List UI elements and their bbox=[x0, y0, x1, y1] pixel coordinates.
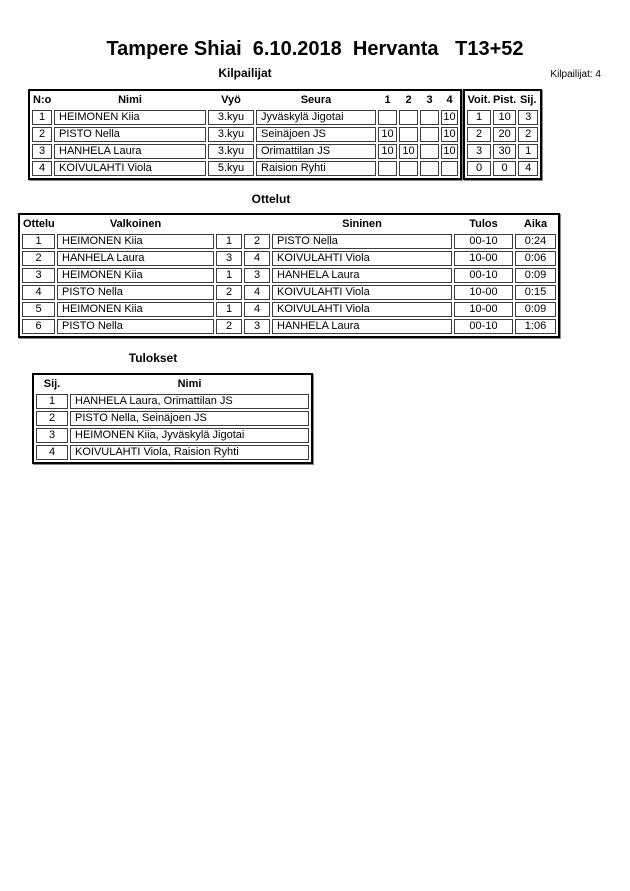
cell-white-name: PISTO Nella bbox=[57, 319, 214, 334]
cell-no: 2 bbox=[32, 127, 52, 142]
cell-time: 0:24 bbox=[515, 234, 556, 249]
cell-belt: 3.kyu bbox=[208, 110, 254, 125]
final-results-table bbox=[32, 373, 313, 464]
competitors-table bbox=[28, 89, 462, 180]
cell-score-4 bbox=[441, 161, 458, 176]
header-white: Valkoinen bbox=[109, 218, 162, 230]
competitor-row bbox=[32, 161, 458, 176]
cell-belt: 3.kyu bbox=[208, 144, 254, 159]
match-row bbox=[22, 268, 556, 283]
cell-result-name: KOIVULAHTI Viola, Raision Ryhti bbox=[70, 445, 309, 460]
cell-result: 10-00 bbox=[454, 302, 513, 317]
cell-white-name: HEIMONEN Kiia bbox=[57, 302, 214, 317]
cell-time: 0:09 bbox=[515, 302, 556, 317]
cell-result-place: 4 bbox=[36, 445, 68, 460]
cell-white-name: HEIMONEN Kiia bbox=[57, 234, 214, 249]
header-match3: 3 bbox=[426, 94, 433, 106]
cell-result: 00-10 bbox=[454, 234, 513, 249]
cell-blue-no: 3 bbox=[244, 319, 270, 334]
cell-points: 30 bbox=[493, 144, 516, 159]
cell-score-1 bbox=[378, 110, 397, 125]
cell-score-2 bbox=[399, 110, 418, 125]
cell-blue-no: 2 bbox=[244, 234, 270, 249]
summary-row bbox=[467, 161, 538, 176]
cell-points: 0 bbox=[493, 161, 516, 176]
header-match1: 1 bbox=[384, 94, 391, 106]
cell-white-name: HANHELA Laura bbox=[57, 251, 214, 266]
competitors-summary-table bbox=[463, 89, 542, 180]
cell-result-place: 3 bbox=[36, 428, 68, 443]
cell-score-1: 10 bbox=[378, 144, 397, 159]
competitor-row bbox=[32, 127, 458, 142]
header-place: Sij. bbox=[519, 94, 537, 106]
cell-result-name: PISTO Nella, Seinäjoen JS bbox=[70, 411, 309, 426]
cell-score-3 bbox=[420, 127, 439, 142]
cell-blue-name: KOIVULAHTI Viola bbox=[272, 251, 452, 266]
summary-row bbox=[467, 110, 538, 125]
header-match-no: Ottelu bbox=[23, 218, 55, 230]
cell-belt: 5.kyu bbox=[208, 161, 254, 176]
header-blue: Sininen bbox=[342, 218, 382, 230]
cell-result: 00-10 bbox=[454, 319, 513, 334]
cell-blue-name: PISTO Nella bbox=[272, 234, 452, 249]
cell-score-2 bbox=[399, 161, 418, 176]
cell-club: Seinäjoen JS bbox=[256, 127, 376, 142]
matches-header-row bbox=[22, 217, 556, 232]
cell-club: Raision Ryhti bbox=[256, 161, 376, 176]
competitors-header-row bbox=[32, 93, 458, 108]
result-row bbox=[36, 394, 309, 409]
competitor-count-label: Kilpailijat: 4 bbox=[550, 69, 601, 80]
cell-result-name: HANHELA Laura, Orimattilan JS bbox=[70, 394, 309, 409]
cell-score-2: 10 bbox=[399, 144, 418, 159]
competitor-row bbox=[32, 110, 458, 125]
cell-name: PISTO Nella bbox=[54, 127, 206, 142]
cell-white-no: 1 bbox=[216, 268, 242, 283]
cell-white-name: PISTO Nella bbox=[57, 285, 214, 300]
cell-wins: 0 bbox=[467, 161, 491, 176]
cell-wins: 1 bbox=[467, 110, 491, 125]
cell-score-1: 10 bbox=[378, 127, 397, 142]
section-title-ottelut: Ottelut bbox=[251, 192, 291, 206]
cell-time: 0:15 bbox=[515, 285, 556, 300]
result-row bbox=[36, 445, 309, 460]
cell-match-no: 2 bbox=[22, 251, 55, 266]
cell-match-no: 1 bbox=[22, 234, 55, 249]
cell-points: 10 bbox=[493, 110, 516, 125]
cell-time: 1:06 bbox=[515, 319, 556, 334]
results-header-row bbox=[36, 377, 309, 392]
cell-time: 0:09 bbox=[515, 268, 556, 283]
cell-result: 10-00 bbox=[454, 251, 513, 266]
header-result-place: Sij. bbox=[43, 378, 61, 390]
cell-match-no: 4 bbox=[22, 285, 55, 300]
cell-match-no: 6 bbox=[22, 319, 55, 334]
match-row bbox=[22, 234, 556, 249]
header-match4: 4 bbox=[446, 94, 453, 106]
cell-club: Orimattilan JS bbox=[256, 144, 376, 159]
cell-result: 00-10 bbox=[454, 268, 513, 283]
cell-blue-name: KOIVULAHTI Viola bbox=[272, 285, 452, 300]
cell-score-3 bbox=[420, 144, 439, 159]
cell-place: 2 bbox=[518, 127, 538, 142]
cell-score-4: 10 bbox=[441, 127, 458, 142]
cell-score-4: 10 bbox=[441, 110, 458, 125]
header-points: Pist. bbox=[493, 94, 517, 106]
header-match2: 2 bbox=[405, 94, 412, 106]
cell-blue-name: HANHELA Laura bbox=[272, 319, 452, 334]
cell-place: 4 bbox=[518, 161, 538, 176]
cell-result: 10-00 bbox=[454, 285, 513, 300]
cell-name: HEIMONEN Kiia bbox=[54, 110, 206, 125]
section-title-tulokset: Tulokset bbox=[128, 351, 178, 365]
cell-club: Jyväskylä Jigotai bbox=[256, 110, 376, 125]
cell-blue-no: 4 bbox=[244, 251, 270, 266]
header-result-name: Nimi bbox=[177, 378, 202, 390]
cell-score-1 bbox=[378, 161, 397, 176]
cell-white-no: 1 bbox=[216, 302, 242, 317]
page-title: Tampere Shiai 6.10.2018 Hervanta T13+52 bbox=[106, 38, 524, 60]
cell-white-name: HEIMONEN Kiia bbox=[57, 268, 214, 283]
cell-no: 3 bbox=[32, 144, 52, 159]
cell-score-2 bbox=[399, 127, 418, 142]
cell-match-no: 3 bbox=[22, 268, 55, 283]
result-row bbox=[36, 428, 309, 443]
section-title-kilpailijat: Kilpailijat bbox=[218, 66, 272, 80]
cell-white-no: 1 bbox=[216, 234, 242, 249]
match-row bbox=[22, 302, 556, 317]
match-row bbox=[22, 285, 556, 300]
match-row bbox=[22, 251, 556, 266]
cell-result-place: 1 bbox=[36, 394, 68, 409]
header-name: Nimi bbox=[118, 94, 142, 106]
cell-white-no: 3 bbox=[216, 251, 242, 266]
cell-result-name: HEIMONEN Kiia, Jyväskylä Jigotai bbox=[70, 428, 309, 443]
cell-time: 0:06 bbox=[515, 251, 556, 266]
cell-blue-no: 4 bbox=[244, 302, 270, 317]
cell-blue-no: 4 bbox=[244, 285, 270, 300]
cell-white-no: 2 bbox=[216, 285, 242, 300]
summary-row bbox=[467, 144, 538, 159]
cell-place: 3 bbox=[518, 110, 538, 125]
header-wins: Voit. bbox=[467, 94, 491, 106]
cell-points: 20 bbox=[493, 127, 516, 142]
cell-score-3 bbox=[420, 110, 439, 125]
summary-row bbox=[467, 127, 538, 142]
cell-white-no: 2 bbox=[216, 319, 242, 334]
header-belt: Vyö bbox=[221, 94, 241, 106]
cell-place: 1 bbox=[518, 144, 538, 159]
cell-blue-name: HANHELA Laura bbox=[272, 268, 452, 283]
header-club: Seura bbox=[300, 94, 332, 106]
cell-score-4: 10 bbox=[441, 144, 458, 159]
summary-header-row bbox=[467, 93, 538, 108]
header-no: N:o bbox=[33, 94, 52, 106]
header-blue-no bbox=[244, 217, 270, 232]
matches-table bbox=[18, 213, 560, 338]
cell-name: HANHELA Laura bbox=[54, 144, 206, 159]
cell-wins: 2 bbox=[467, 127, 491, 142]
header-result: Tulos bbox=[469, 218, 498, 230]
header-time: Aika bbox=[523, 218, 548, 230]
cell-no: 4 bbox=[32, 161, 52, 176]
cell-blue-name: KOIVULAHTI Viola bbox=[272, 302, 452, 317]
cell-blue-no: 3 bbox=[244, 268, 270, 283]
result-row bbox=[36, 411, 309, 426]
cell-name: KOIVULAHTI Viola bbox=[54, 161, 206, 176]
cell-wins: 3 bbox=[467, 144, 491, 159]
cell-no: 1 bbox=[32, 110, 52, 125]
cell-belt: 3.kyu bbox=[208, 127, 254, 142]
match-row bbox=[22, 319, 556, 334]
competitor-row bbox=[32, 144, 458, 159]
cell-match-no: 5 bbox=[22, 302, 55, 317]
cell-result-place: 2 bbox=[36, 411, 68, 426]
cell-score-3 bbox=[420, 161, 439, 176]
header-white-no bbox=[216, 217, 242, 232]
